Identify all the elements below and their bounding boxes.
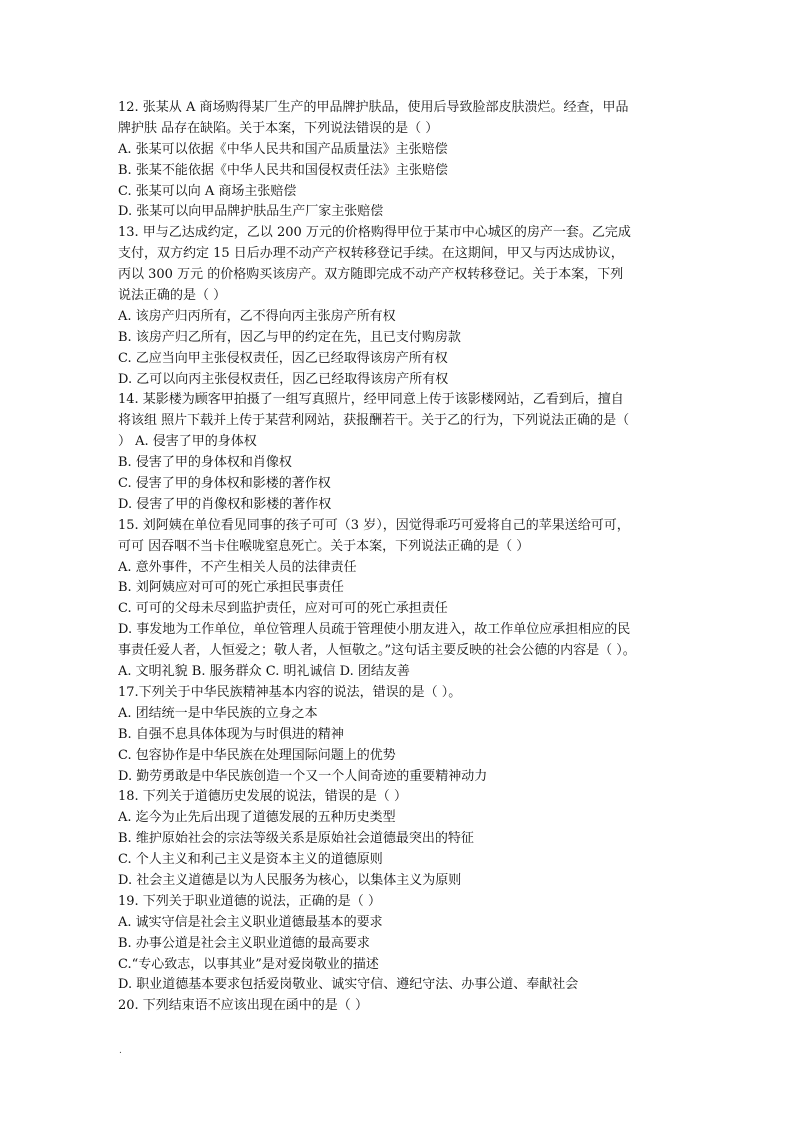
- text-line: 将该组 照片下载并上传于某营利网站，获报酬若干。关于乙的行为，下列说法正确的是（: [118, 413, 630, 429]
- text-line: 可可 因吞咽不当卡住喉咙窒息死亡。关于本案，下列说法正确的是（ ）: [118, 538, 530, 554]
- text-line: 丙以 300 万元 的价格购买该房产。双方随即完成不动产产权转移登记。关于本案，下列: [118, 267, 624, 283]
- text-line: 牌护肤 品存在缺陷。关于本案，下列说法错误的是（ ）: [118, 120, 439, 136]
- page-footer-mark: .: [119, 1046, 122, 1056]
- text-line: C. 侵害了甲的身体权和影楼的著作权: [118, 476, 331, 492]
- text-line: B. 该房产归乙所有，因乙与甲的约定在先，且已支付购房款: [118, 329, 461, 345]
- text-line: 18. 下列关于道德历史发展的说法，错误的是（ ）: [118, 789, 407, 805]
- text-line: C.“专心致志，以事其业”是对爱岗敬业的描述: [118, 956, 379, 972]
- text-line: B. 刘阿姨应对可可的死亡承担民事责任: [118, 580, 344, 596]
- text-line: 20. 下列结束语不应该出现在函中的是（ ）: [118, 998, 368, 1014]
- text-line: 19. 下列关于职业道德的说法，正确的是（ ）: [118, 893, 381, 909]
- text-line: 说法正确的是（ ）: [118, 288, 227, 304]
- text-line: C. 可可的父母未尽到监护责任，应对可可的死亡承担责任: [118, 601, 448, 617]
- text-line: A. 张某可以依据《中华人民共和国产品质量法》主张赔偿: [118, 141, 448, 157]
- text-line: A. 迄今为止先后出现了道德发展的五种历史类型: [118, 810, 396, 826]
- text-line: A. 诚实守信是社会主义职业道德最基本的要求: [118, 914, 383, 930]
- text-line: C. 个人主义和利己主义是资本主义的道德原则: [118, 852, 383, 868]
- text-line: D. 事发地为工作单位，单位管理人员疏于管理使小朋友进入，故工作单位应承担相应的民: [118, 622, 631, 638]
- text-line: B. 维护原始社会的宗法等级关系是原始社会道德最突出的特征: [118, 831, 474, 847]
- text-line: D. 乙可以向丙主张侵权责任，因乙已经取得该房产所有权: [118, 371, 449, 387]
- text-line: A. 该房产归丙所有，乙不得向丙主张房产所有权: [118, 308, 396, 324]
- text-line: 14. 某影楼为顾客甲拍摄了一组写真照片，经甲同意上传于该影楼网站，乙看到后，擅自: [118, 392, 624, 408]
- text-line: C. 包容协作是中华民族在处理国际问题上的优势: [118, 747, 396, 763]
- text-line: D. 张某可以向甲品牌护肤品生产厂家主张赔偿: [118, 204, 384, 220]
- text-line: B. 侵害了甲的身体权和肖像权: [118, 455, 292, 471]
- text-line: C. 乙应当向甲主张侵权责任，因乙已经取得该房产所有权: [118, 350, 448, 366]
- document-body: [118, 98, 678, 1017]
- text-line: D. 勤劳勇敢是中华民族创造一个又一个人间奇迹的重要精神动力: [118, 768, 488, 784]
- text-line: 12. 张某从 A 商场购得某厂生产的甲品牌护肤品，使用后导致脸部皮肤溃烂。经查，甲品: [118, 100, 629, 115]
- text-line: 15. 刘阿姨在单位看见同事的孩子可可（3 岁），因觉得乖巧可爱将自己的苹果送给可可，: [118, 517, 630, 533]
- text-line: A. 文明礼貌 B. 服务群众 C. 明礼诚信 D. 团结友善: [118, 664, 410, 680]
- text-line: D. 侵害了甲的肖像权和影楼的著作权: [118, 496, 332, 512]
- text-line: A. 团结统一是中华民族的立身之本: [118, 705, 318, 721]
- text-line: 支付，双方约定 15 日后办理不动产产权转移登记手续。在这期间，甲又与丙达成协议，: [118, 246, 624, 262]
- text-line: B. 自强不息具体体现为与时俱进的精神: [118, 726, 344, 742]
- text-line: D. 职业道德基本要求包括爱岗敬业、诚实守信、遵纪守法、办事公道、奉献社会: [118, 977, 579, 993]
- text-line: D. 社会主义道德是以为人民服务为核心，以集体主义为原则: [118, 872, 462, 888]
- text-line: 13. 甲与乙达成约定，乙以 200 万元的价格购得甲位于某市中心城区的房产一套。乙完成: [118, 225, 631, 241]
- text-line: B. 办事公道是社会主义职业道德的最高要求: [118, 935, 370, 951]
- text-line: B. 张某不能依据《中华人民共和国侵权责任法》主张赔偿: [118, 162, 448, 178]
- text-line: 事责任爱人者，人恒爱之；敬人者，人恒敬之。”这句话主要反映的社会公德的内容是（ ）。: [118, 643, 636, 659]
- text-line: A. 意外事件，不产生相关人员的法律责任: [118, 559, 357, 575]
- text-line: C. 张某可以向 A 商场主张赔偿: [118, 183, 297, 199]
- text-line: ） A. 侵害了甲的身体权: [118, 434, 257, 450]
- text-line: 17.下列关于中华民族精神基本内容的说法，错误的是（ ）。: [118, 684, 462, 700]
